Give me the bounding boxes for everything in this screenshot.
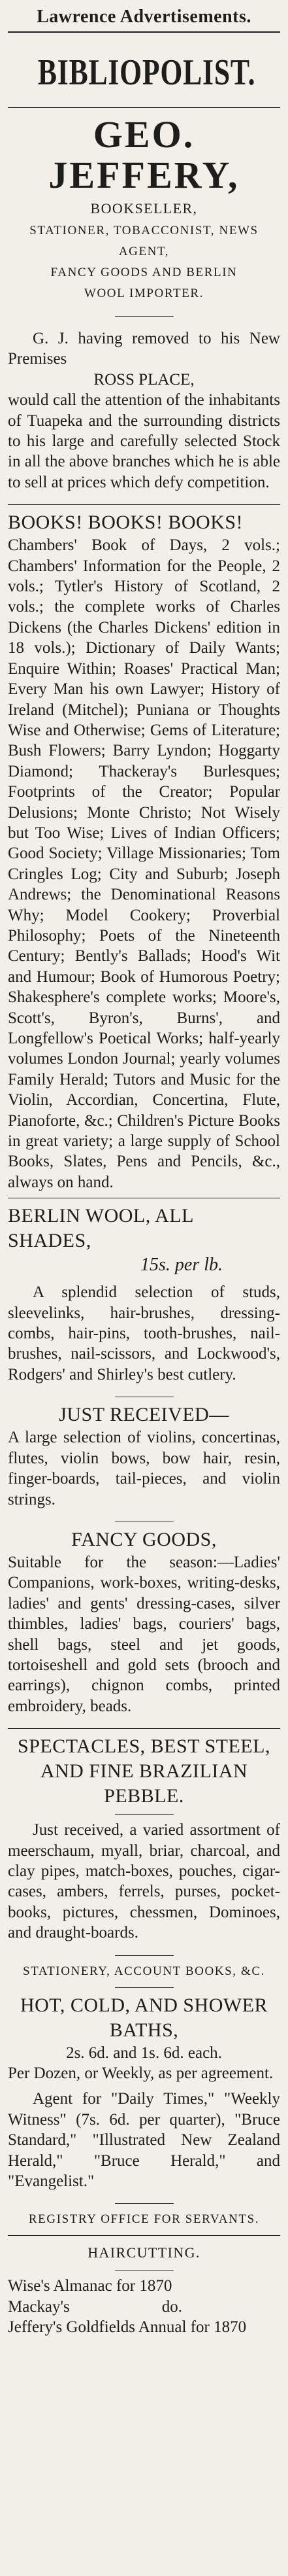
almanac-extra: do. (161, 2297, 182, 2316)
header-rule (8, 31, 280, 33)
announcement-place: ROSS PLACE, (93, 370, 195, 389)
wool-heading: BERLIN WOOL, ALL SHADES, (8, 1205, 193, 1252)
received-body: A large selection of violins, concertinas, flutes, violin bows, bow hair, resin, finger-boards, tail-pieces, and violin strings. (8, 1429, 280, 1508)
baths-heading: HOT, COLD, AND SHOWER BATHS, (20, 1994, 268, 2041)
books-heading: BOOKS! BOOKS! BOOKS! (8, 512, 244, 534)
almanac-item (8, 2276, 280, 2296)
proprietor-name: GEO. JEFFERY, (48, 113, 240, 196)
almanac-label: Mackay's (8, 2297, 70, 2316)
stationery-heading: STATIONERY, ACCOUNT BOOKS, &C. (23, 1964, 265, 1978)
masthead-rule (8, 107, 280, 108)
masthead: BIBLIOPOLIST. (37, 52, 256, 93)
agent-notice: Agent for "Daily Times," "Weekly Witness" (7s. 6d. per quarter), "Bruce Standard," "Illustrated New Zealand Herald," "Bruce Herald," and "Evangelist." (8, 2090, 280, 2191)
almanac-label: Jeffery's Goldfields Annual for 1870 (8, 2318, 247, 2337)
haircutting-heading: HAIRCUTTING. (88, 2244, 200, 2261)
proprietor-trade: BOOKSELLER, (90, 200, 198, 217)
books-body: Chambers' Book of Days, 2 vols.; Chambers' Information for the People, 2 vols.; Tytler's History of Scotland, 2 vols.; the complete works of Charles Dickens (the Charles Dickens' edition in 18 vols.); Dictionary of Daily Wants; Enquire Within; Roases' Practical Man; Every Man his own Lawyer; History of Ireland (Mitchel); Puniana or Thoughts Wise and Otherwise; Gems of Literature; Bush Flowers; Barry Lyndon; Hoggarty Diamond; Thackeray's Burlesques; Footprints of the Creator; Popular Delusions; Monte Christo; Not Wisely but Too Wise; Lives of Indian Officers; Good Society; Village Missionaries; Tom Cringles Log; City and Suburb; Joseph Andrews; the Denominational Reasons Why; Model Cookery; Proverbial Philosophy; Poets of the Nineteenth Century; Bently's Ballads; Hood's Wit and Humour; Book of Humorous Poetry; Shakesphere's complete works; Moore's, Scott's, Byron's, Burns', and Longfellow's Poetical Works; half-yearly volumes London Journal; yearly volumes Family Herald; Tutors and Music for the Violin, Accordian, Concertina, Flute, Pianoforte, &c.; Children's Picture Books in great variety; a large supply of School Books, Slates, Pens and Pencils, &c., always on hand. (8, 536, 280, 1191)
registry-heading: REGISTRY OFFICE FOR SERVANTS. (28, 2212, 260, 2227)
baths-prices: 2s. 6d. and 1s. 6d. each. (66, 2044, 222, 2062)
proprietor-trade-line-2: STATIONER, TOBACCONIST, NEWS AGENT, (29, 224, 259, 258)
almanac-item (8, 2297, 280, 2317)
almanac-item (8, 2317, 280, 2337)
baths-note: Per Dozen, or Weekly, as per agreement. (8, 2064, 274, 2082)
almanac-label: Wise's Almanac for 1870 (8, 2277, 172, 2295)
spectacles-body: Just received, a varied assortment of meerschaum, myall, briar, charcoal, and clay pipes, match-boxes, pouches, cigar-cases, ambers, ferrels, purses, pocket-books, pictures, chessmen, Dominoes, and draught-boards. (8, 1821, 280, 1942)
wool-price: 15s. per lb. (140, 1255, 223, 1276)
page-header-title: Lawrence Advertisements. (37, 7, 251, 27)
announcement-body: would call the attention of the inhabitants of Tuapeka and the surrounding districts to his large and carefully selected Stock in all the above branches which he is able to sell at prices which defy competition. (8, 391, 280, 491)
proprietor-trade-line-3: FANCY GOODS AND BERLIN (50, 266, 238, 279)
proprietor-trade-line-4: WOOL IMPORTER. (84, 287, 204, 300)
spectacles-heading: SPECTACLES, BEST STEEL, AND FINE BRAZILIAN PEBBLE. (18, 1735, 270, 1807)
announcement-opening: G. J. having removed to his New Premises (8, 330, 280, 368)
wool-body: A splendid selection of studs, sleevelinks, hair-brushes, dressing-combs, hair-pins, tooth-brushes, nail-brushes, nail-scissors, and Lockwood's, Rodgers' and Shirley's best cutlery. (8, 1283, 280, 1384)
received-heading: JUST RECEIVED— (59, 1404, 229, 1426)
fancy-heading: FANCY GOODS, (71, 1528, 217, 1550)
fancy-body: Suitable for the season:—Ladies' Companions, work-boxes, writing-desks, ladies' and gents' dressing-cases, silver thimbles, ladies' bags, couriers' bags, shell bags, steel and jet goods, tortoiseshell and gold sets (brooch and earrings), chignon combs, printed embroidery, beads. (8, 1553, 280, 1715)
